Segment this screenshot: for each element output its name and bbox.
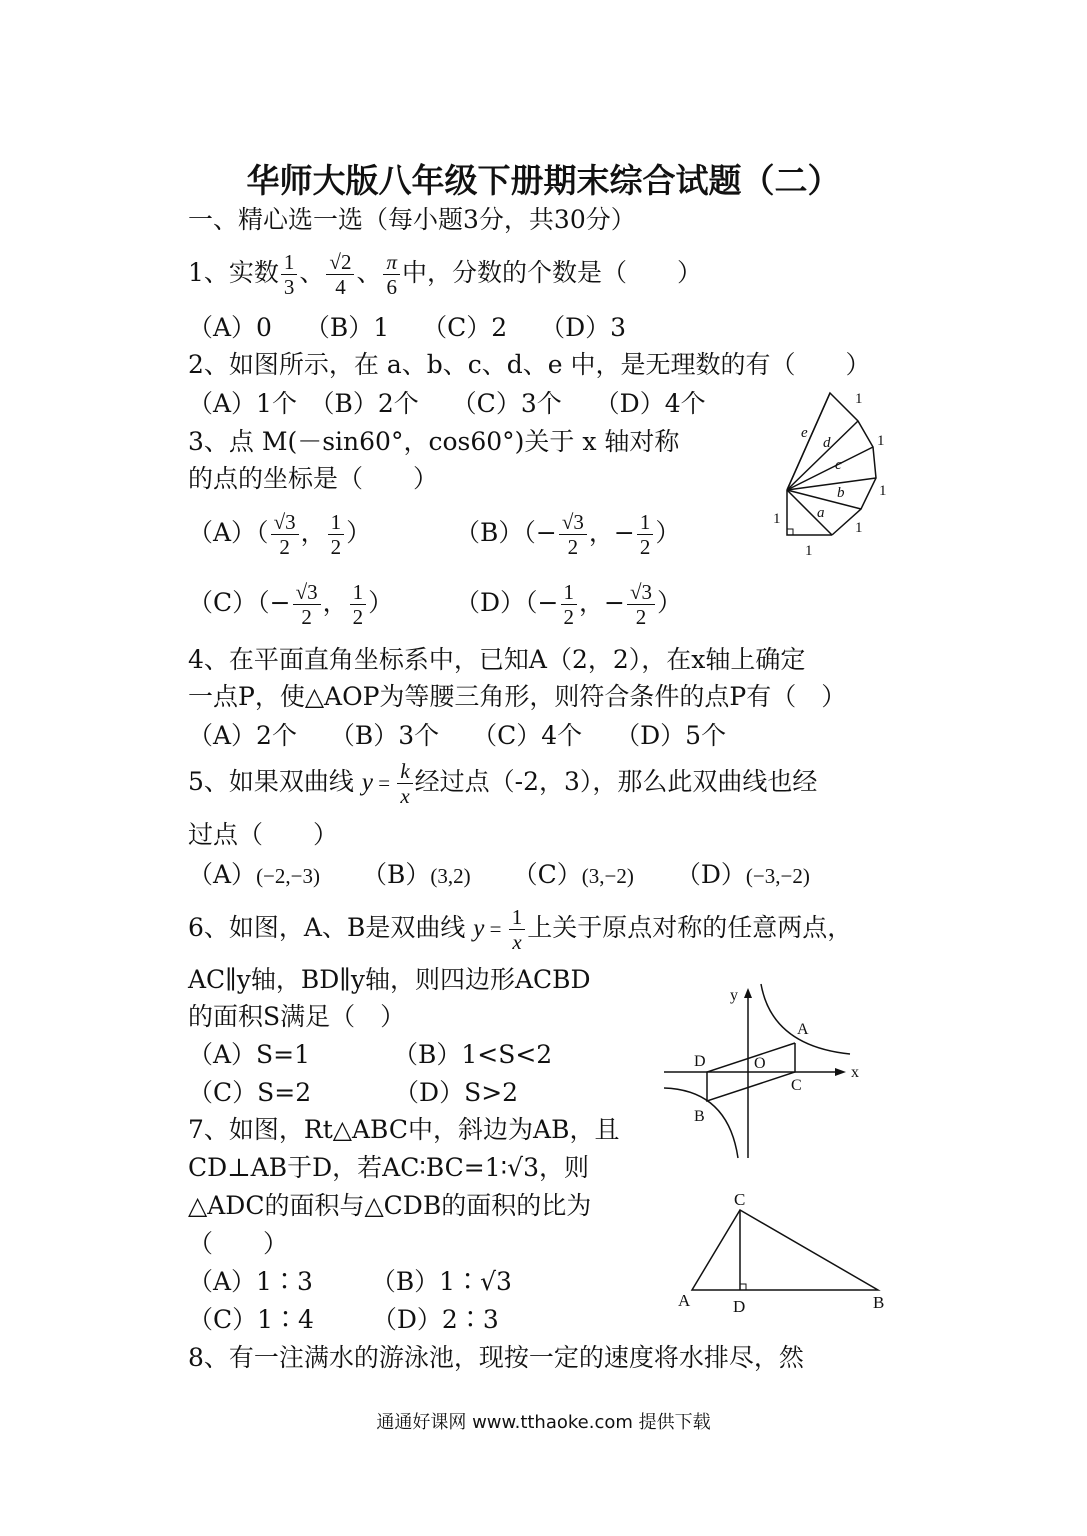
question-6-line2: AC∥y轴，BD∥y轴，则四边形ACBD	[188, 965, 591, 994]
fig2-label: d	[823, 435, 831, 451]
fig7-label: C	[734, 1190, 746, 1209]
question-4-line2: 一点P，使△AOP为等腰三角形，则符合条件的点P有（ ）	[188, 682, 847, 711]
fig2-label: 1	[805, 543, 813, 559]
question-6-line1: 6、如图，A、B是双曲线 y = $\frac{1}{x}$ 上关于原点对称的任意两点，	[188, 905, 853, 954]
q3-option-a: （A）（ $\frac{√3}{2}$ ， $\frac{1}{2}$ ）	[188, 510, 372, 559]
section-heading: 一、精心选一选（每小题3分，共30分）	[188, 205, 636, 234]
fig6-label: D	[694, 1053, 706, 1070]
figure-right-triangle	[670, 1190, 900, 1320]
question-5-line1: 5、如果双曲线 y = $\frac{k}{x}$ 经过点（-2，3），那么此双曲线也经	[188, 759, 818, 808]
question-7-line2: CD⊥AB于D，若AC∶BC=1∶√3，则	[188, 1153, 590, 1182]
question-8-line1: 8、有一注满水的游泳池，现按一定的速度将水排尽，然	[188, 1343, 804, 1372]
question-5-line2: 过点（ ）	[188, 820, 339, 849]
q7-options-row1: （A）1∶3 （B）1∶√3	[188, 1267, 512, 1296]
fraction: $\frac{1}{3}$	[281, 250, 298, 299]
fig6-label: C	[791, 1077, 802, 1094]
fig7-label: A	[678, 1291, 691, 1310]
question-7-line1: 7、如图，Rt△ABC中，斜边为AB，且	[188, 1115, 620, 1144]
fraction: $\frac{√2}{4}$	[326, 250, 354, 299]
question-7-line4: （ ）	[188, 1229, 289, 1258]
q1-prefix: 1、实数	[188, 258, 279, 287]
fraction: $\frac{\pi}{6}$	[383, 250, 400, 299]
figure-root-spiral	[765, 385, 905, 565]
question-6-line3: 的面积S满足（ ）	[188, 1002, 406, 1031]
fig2-label: e	[801, 425, 808, 441]
fig2-label: 1	[855, 520, 863, 536]
question-1: 1、实数 $\frac{1}{3}$ 、 $\frac{√2}{4}$ 、 $\frac{\pi}{6}$ 中，分数的个数是（ ）	[188, 250, 703, 299]
fig2-label: b	[837, 485, 845, 501]
fig2-label: c	[835, 457, 842, 473]
q3-option-d: （D）（− $\frac{1}{2}$ ，− $\frac{√3}{2}$ ）	[455, 580, 682, 629]
question-3-line2: 的点的坐标是（ ）	[188, 464, 439, 493]
question-3-line1: 3、点 M(－sin60°，cos60°)关于 x 轴对称	[188, 427, 680, 456]
question-2: 2、如图所示，在 a、b、c、d、e 中，是无理数的有（ ）	[188, 350, 871, 379]
fig2-label: a	[817, 505, 825, 521]
fig2-label: 1	[855, 391, 863, 407]
fig6-label: O	[754, 1055, 766, 1072]
q6-options-row2: （C）S=2 （D）S>2	[188, 1078, 519, 1107]
fig2-label: 1	[773, 511, 781, 527]
page-footer: 通通好课网 www.tthaoke.com 提供下载	[376, 1412, 711, 1433]
fig6-label: A	[797, 1021, 809, 1038]
question-7-line3: △ADC的面积与△CDB的面积的比为	[188, 1191, 592, 1220]
fig7-label: D	[733, 1297, 746, 1316]
q6-options-row1: （A）S=1 （B）1<S<2	[188, 1040, 553, 1069]
fig7-label: B	[873, 1293, 885, 1312]
question-4-line1: 4、在平面直角坐标系中，已知A（2，2），在x轴上确定	[188, 645, 806, 674]
fig6-label: x	[851, 1064, 859, 1081]
fig6-label: y	[730, 987, 738, 1004]
fig6-label: B	[694, 1108, 705, 1125]
q3-option-c: （C）（− $\frac{√3}{2}$ ， $\frac{1}{2}$ ）	[188, 580, 394, 629]
fig2-label: 1	[879, 483, 887, 499]
page-title: 华师大版八年级下册期末综合试题（二）	[246, 161, 841, 200]
q5-options: （A）(−2,−3) （B）(3,2) （C）(3,−2) （D）(−3,−2)	[188, 860, 810, 889]
figure-hyperbola	[660, 980, 870, 1165]
q4-options: （A）2个 （B）3个 （C）4个 （D）5个	[188, 721, 727, 750]
fig2-label: 1	[877, 433, 885, 449]
q2-options: （A）1个 （B）2个 （C）3个 （D）4个	[188, 389, 706, 418]
q7-options-row2: （C）1∶4 （D）2∶3	[188, 1305, 499, 1334]
q1-options: （A）0 （B）1 （C）2 （D）3	[188, 313, 627, 342]
q3-option-b: （B）（− $\frac{√3}{2}$ ，− $\frac{1}{2}$ ）	[455, 510, 681, 559]
